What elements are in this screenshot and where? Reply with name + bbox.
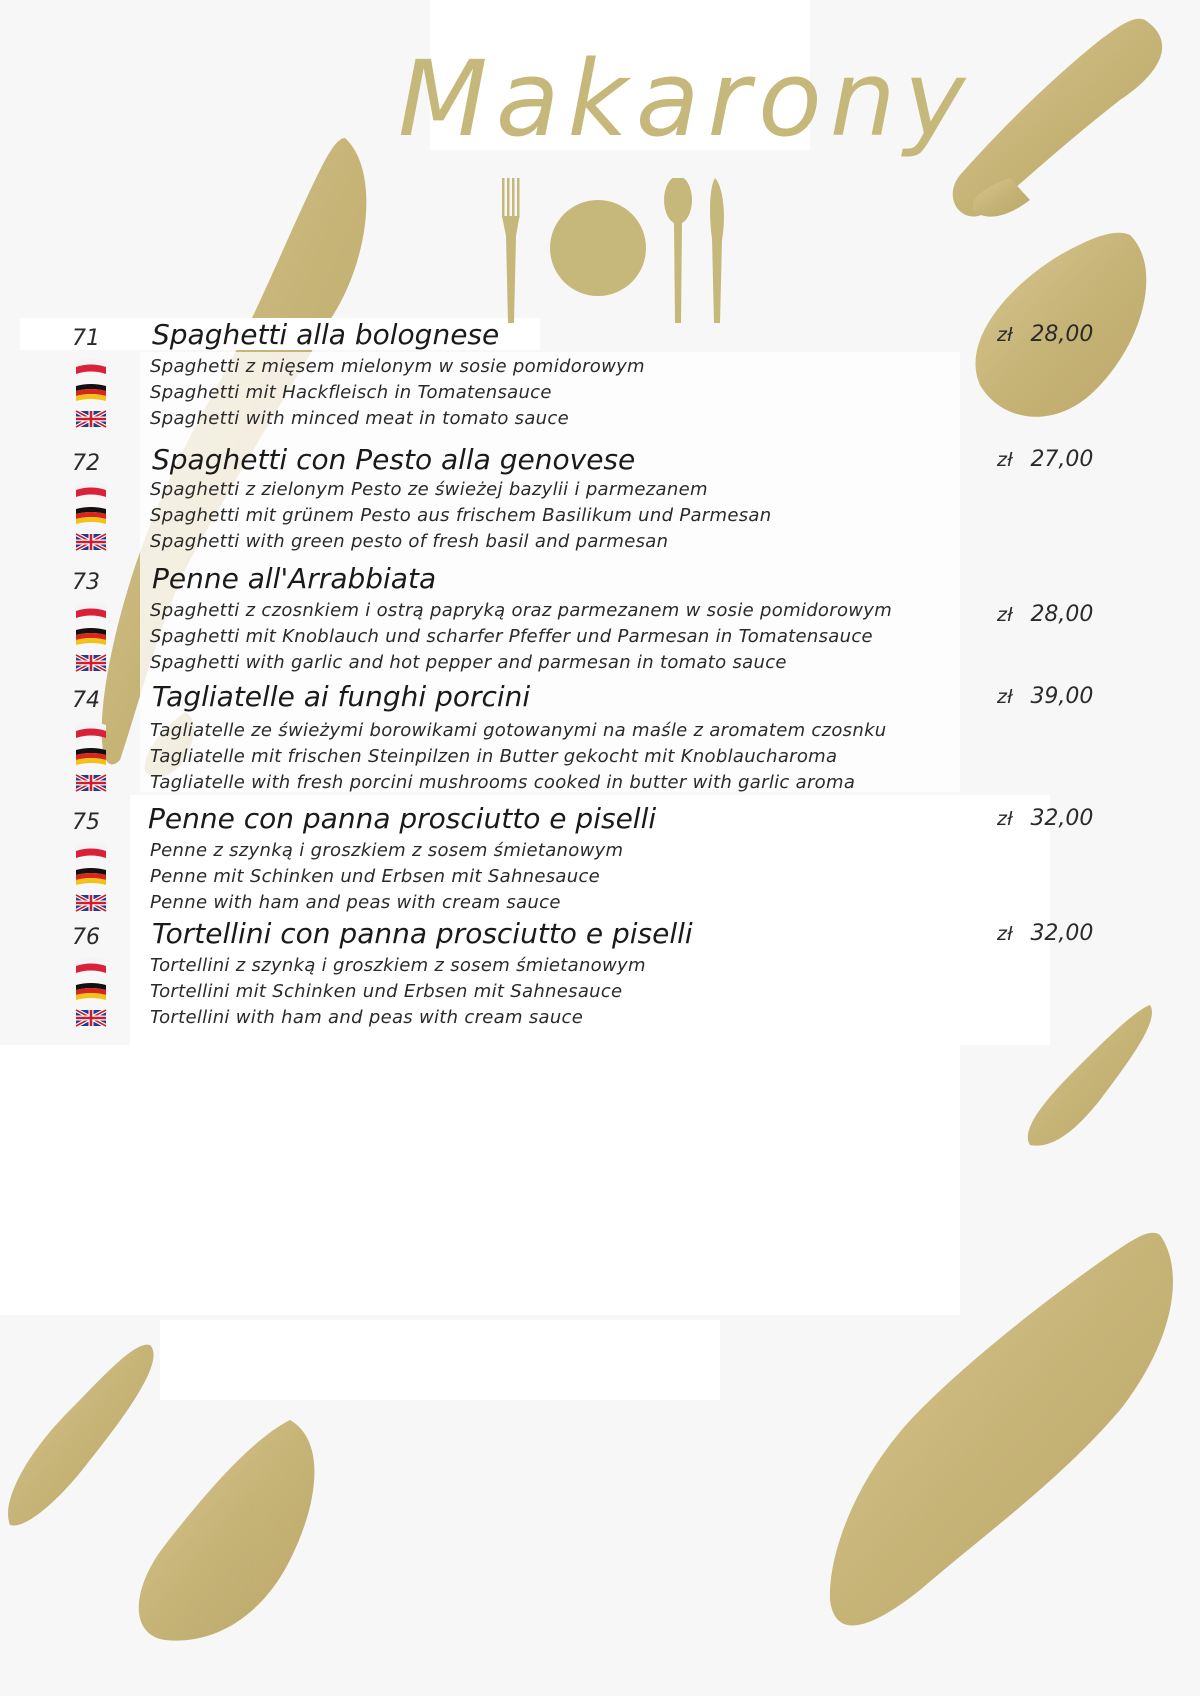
dish-description-de: Penne mit Schinken und Erbsen mit Sahnesauce [150, 866, 601, 887]
dish-price [997, 322, 1093, 347]
dish-description-en: Spaghetti with garlic and hot pepper and parmesan in tomato sauce [150, 652, 787, 673]
currency-label: zł [997, 604, 1013, 626]
dish-description-en: Spaghetti with minced meat in tomato sauce [150, 408, 569, 429]
dish-name: Spaghetti con Pesto alla genovese [152, 443, 636, 476]
flag-gb-icon [74, 893, 108, 913]
dish-number: 73 [72, 570, 100, 595]
dish-name: Penne con panna prosciutto e piselli [148, 802, 657, 835]
dish-description-en: Tagliatelle with fresh porcini mushrooms cooked in butter with garlic aroma [150, 772, 856, 793]
dish-description-pl: Tortellini z szynką i groszkiem z sosem śmietanowym [150, 955, 646, 976]
price-value: 27,00 [1030, 447, 1094, 472]
dish-description-de: Spaghetti mit Knoblauch und scharfer Pfeffer und Parmesan in Tomatensauce [150, 626, 873, 647]
dish-description-en: Tortellini with ham and peas with cream sauce [150, 1007, 584, 1028]
dish-description-de: Tortellini mit Schinken und Erbsen mit Sahnesauce [150, 981, 623, 1002]
dish-description-pl: Tagliatelle ze świeżymi borowikami gotowanymi na maśle z aromatem czosnku [150, 720, 887, 741]
flag-de-icon [74, 627, 108, 647]
flag-pl-icon [74, 721, 108, 741]
price-value: 39,00 [1030, 684, 1094, 709]
plate-icon [550, 200, 646, 296]
blank-backdrop [0, 1045, 960, 1315]
dish-description-de: Spaghetti mit Hackfleisch in Tomatensauce [150, 382, 552, 403]
currency-label: zł [997, 686, 1013, 708]
flag-gb-icon [74, 532, 108, 552]
price-value: 32,00 [1030, 921, 1094, 946]
blank-backdrop [160, 1320, 720, 1400]
fork-icon [502, 178, 520, 323]
price-value: 28,00 [1030, 602, 1094, 627]
price-value: 32,00 [1030, 806, 1094, 831]
dish-description-pl: Spaghetti z mięsem mielonym w sosie pomidorowym [150, 356, 645, 377]
dish-description-pl: Penne z szynką i groszkiem z sosem śmietanowym [150, 840, 624, 861]
flag-de-icon [74, 982, 108, 1002]
dish-number: 76 [72, 925, 100, 950]
flag-gb-icon [74, 653, 108, 673]
currency-label: zł [997, 808, 1013, 830]
dish-description-de: Spaghetti mit grünem Pesto aus frischem Basilikum und Parmesan [150, 505, 772, 526]
dish-price [997, 806, 1093, 831]
spoon-icon [664, 178, 692, 323]
flag-de-icon [74, 383, 108, 403]
dish-price [997, 447, 1093, 472]
dish-name: Penne all'Arrabbiata [152, 562, 437, 595]
dish-price [997, 684, 1093, 709]
dish-description-pl: Spaghetti z zielonym Pesto ze świeżej bazylii i parmezanem [150, 479, 708, 500]
currency-label: zł [997, 449, 1013, 471]
flag-de-icon [74, 506, 108, 526]
dish-description-de: Tagliatelle mit frischen Steinpilzen in Butter gekocht mit Knoblaucharoma [150, 746, 838, 767]
dish-name: Tortellini con panna prosciutto e piselli [152, 917, 693, 950]
flag-gb-icon [74, 409, 108, 429]
flag-pl-icon [74, 601, 108, 621]
flag-pl-icon [74, 956, 108, 976]
dish-number: 74 [72, 688, 100, 713]
dish-price [997, 602, 1093, 627]
price-value: 28,00 [1030, 322, 1094, 347]
dish-price [997, 921, 1093, 946]
flag-de-icon [74, 867, 108, 887]
cutlery-illustration [490, 178, 740, 328]
dish-description-en: Penne with ham and peas with cream sauce [150, 892, 561, 913]
currency-label: zł [997, 923, 1013, 945]
flag-pl-icon [74, 357, 108, 377]
dish-number: 72 [72, 451, 100, 476]
flag-pl-icon [74, 841, 108, 861]
dish-number: 71 [72, 326, 100, 351]
dish-number: 75 [72, 810, 100, 835]
flag-pl-icon [74, 480, 108, 500]
knife-icon [710, 178, 724, 323]
dish-name: Tagliatelle ai funghi porcini [152, 680, 531, 713]
flag-gb-icon [74, 773, 108, 793]
flag-gb-icon [74, 1008, 108, 1028]
page-title: Makarony [398, 38, 974, 160]
currency-label: zł [997, 324, 1013, 346]
dish-name: Spaghetti alla bolognese [152, 318, 500, 351]
dish-description-en: Spaghetti with green pesto of fresh basil and parmesan [150, 531, 669, 552]
dish-description-pl: Spaghetti z czosnkiem i ostrą papryką oraz parmezanem w sosie pomidorowym [150, 600, 893, 621]
flag-de-icon [74, 747, 108, 767]
